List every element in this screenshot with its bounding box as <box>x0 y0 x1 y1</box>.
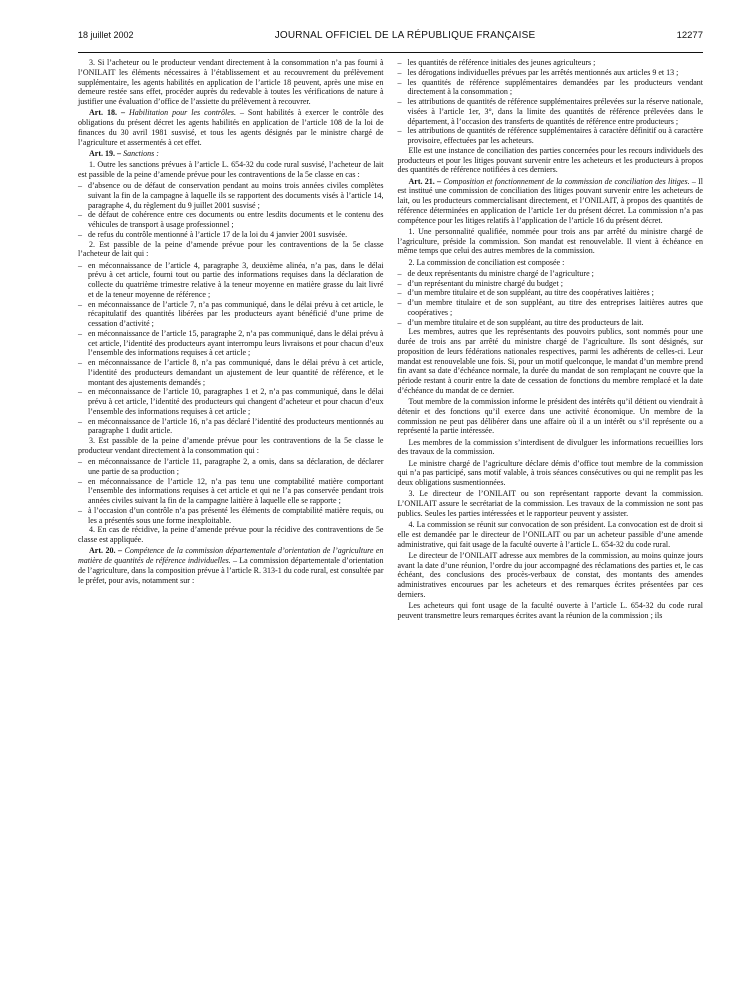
list-item: – d’un membre titulaire et de son suppléant, au titre des entreprises laitières autres que coopératives ; <box>398 298 704 318</box>
header-page-number: 12277 <box>676 30 703 41</box>
body-paragraph: 2. La commission de conciliation est composée : <box>408 257 565 267</box>
body-paragraph: 3. Le directeur de l’ONILAIT ou son représentant rapporte devant la commission. L’ONILAIT assure le secrétariat de la commission. Les travaux de la commission ne sont pas publics. Seules les parties intéressées et le rapporteur peuvent y assister. <box>397 489 703 518</box>
article-title: Composition et fonctionnement de la commission de conciliation des litiges. <box>443 176 690 186</box>
body-paragraph: 3. Si l’acheteur ou le producteur vendant directement à la consommation n’a pas fourni à l’ONILAIT les éléments nécessaires à l’établissement et au recouvrement du prélèvement supplémentaire, les agents habilités en application de l’article 18 peuvent, après une mise en demeure restée sans effet, procéder auprès du redevable à toutes les vérifications de nature à justifier une évaluation d’office de l’assiette du prélèvement à recouvrer. <box>78 58 384 106</box>
list-item: – les attributions de quantités de référence supplémentaires prélevées sur la réserve nationale, visées à l’article 1er, 3°, dans la limite des quantités de référence prélevées dans le département, à l’occasion des transferts de quantités de référence entre producteurs ; <box>398 97 704 126</box>
list-item: – les quantités de référence initiales des jeunes agriculteurs ; <box>398 58 704 68</box>
body-paragraph: Elle est une instance de conciliation des parties concernées pour les recours individuels des producteurs et pour les litiges pouvant survenir entre les acheteurs et les producteurs à propos des quantités de référence notifiées à ces derniers. <box>397 145 703 175</box>
text-columns <box>78 58 703 622</box>
article-paragraph <box>78 149 384 159</box>
list-item: – à l’occasion d’un contrôle n’a pas présenté les éléments de comptabilité matière requis, ou les a présentés sous une forme inexploitable. <box>78 506 384 526</box>
list-item: – en méconnaissance de l’article 7, n’a pas communiqué, dans le délai prévu à cet article, le récapitulatif des quantités libérées par les producteurs ayant bénéficié d’une prime de cessation d’activité ; <box>78 300 384 329</box>
list-item: – en méconnaissance de l’article 10, paragraphes 1 et 2, n’a pas communiqué, dans le délai prévu à cet article, l’identité des producteurs qui changent d’acheteur et pour chacun d’eux l’ensemble des informations requises à cet article ; <box>78 387 384 416</box>
list-item: – de défaut de cohérence entre ces documents ou entre lesdits documents et le contenu des véhicules de transport à usage professionnel ; <box>78 210 384 230</box>
article-label: Art. 21. – <box>408 176 444 186</box>
list-item: – en méconnaissance de l’article 16, n’a pas déclaré l’identité des producteurs mentionnés au paragraphe 1 dudit article. <box>78 417 384 437</box>
list-item: – les dérogations individuelles prévues par les arrêtés mentionnés aux articles 9 et 13 ; <box>398 68 704 78</box>
list-item: – en méconnaissance de l’article 15, paragraphe 2, n’a pas communiqué, dans le délai prévu à cet article, l’identité des producteurs ayant interrompu leurs livraisons et pour chacun d’eux l’ensemble des informations requises à cet article ; <box>78 329 384 358</box>
list-item: – d’absence ou de défaut de conservation pendant au moins trois années civiles complètes suivant la fin de la campagne à laquelle ils se rapportent des documents visés à l’article 14, paragraphe 4, du règlement du 9 juillet 2001 susvisé ; <box>78 181 384 210</box>
body-paragraph: Les membres, autres que les représentants des pouvoirs publics, sont nommés pour une durée de trois ans par arrêté du ministre chargé de l’agriculture. Ils sont désignés, sur proposition de leurs fédérations nationales respectives, parmi les adhérents de celles-ci. Leur mandat est renouvelable une fois. Si, pour un motif quelconque, le mandat d’un membre prend fin avant sa date d’échéance normale, la durée du mandat de son remplaçant ne couvre que la période restant à courir entre la date de cessation de fonctions du membre remplacé et la date d’échéance du mandat de ce dernier. <box>397 327 703 395</box>
body-paragraph: 2. Est passible de la peine d’amende prévue pour les contraventions de la 5e classe l’acheteur de lait qui : <box>78 239 384 259</box>
list-item: – de refus du contrôle mentionné à l’article 17 de la loi du 4 janvier 2001 susvisée. <box>78 230 384 240</box>
list-item: – de deux représentants du ministre chargé de l’agriculture ; <box>398 269 704 279</box>
right-column <box>398 58 704 622</box>
list-item: – en méconnaissance de l’article 12, n’a pas tenu une comptabilité matière comportant l’ensemble des informations requises à cet article et qui ne l’a pas conservée pendant trois années civiles suivant la fin de la campagne laitière à laquelle elle se rapporte ; <box>78 477 384 506</box>
body-paragraph: Tout membre de la commission informe le président des intérêts qu’il détient ou viendrait à détenir et des fonctions qu’il exerce dans une activité économique. Un membre de la commission ne peut pas délibérer dans une affaire où il a un intérêt ou s’il représente ou a représenté la partie intéressée. <box>397 397 703 436</box>
list-item: – en méconnaissance de l’article 8, n’a pas communiqué, dans le délai prévu à cet article, l’identité des producteurs demandant un ajustement de leur quantité de référence, et le montant des ajustements demandés ; <box>78 358 384 387</box>
body-paragraph: Le ministre chargé de l’agriculture déclare démis d’office tout membre de la commission qui n’a pas participé, sans motif valable, à trois séances consécutives ou qui ne remplit pas les deux obligations susmentionnées. <box>397 458 703 487</box>
page-header <box>78 30 703 53</box>
article-title: Sanctions : <box>123 148 159 158</box>
header-journal-title: JOURNAL OFFICIEL DE LA RÉPUBLIQUE FRANÇAISE <box>274 30 536 41</box>
body-paragraph: Les acheteurs qui font usage de la faculté ouverte à l’article L. 654-32 du code rural peuvent transmettre leurs remarques écrites avant la réunion de la commission ; ils <box>397 601 703 620</box>
article-title: Compétence de la commission départementale d’orientation de l’agriculture en matière de quantités de référence individuelles. <box>78 546 384 565</box>
body-paragraph: 3. Est passible de la peine d’amende prévue pour les contraventions de la 5e classe le producteur vendant directement à la consommation qui : <box>78 436 384 455</box>
header-date: 18 juillet 2002 <box>78 30 134 40</box>
article-paragraph <box>78 108 384 147</box>
article-title: Habilitation pour les contrôles. <box>128 108 236 118</box>
body-paragraph: 1. Une personnalité qualifiée, nommée pour trois ans par arrêté du ministre chargé de l’agriculture, préside la commission. Son mandat est renouvelable. Il vient à échéance en même temps que celui des autres membres de la commission. <box>397 226 703 256</box>
body-paragraph: 4. En cas de récidive, la peine d’amende prévue pour la récidive des contraventions de 5e classe est appliquée. <box>78 525 384 544</box>
article-label: Art. 18. – <box>89 108 129 118</box>
article-body: – La commission départementale d’orientation de l’agriculture, dans la composition prévue à l’article R. 313-1 du code rural, est consultée par le préfet, pour avis, notamment sur : <box>78 556 384 585</box>
article-paragraph <box>78 546 384 585</box>
body-paragraph: Les membres de la commission s’interdisent de divulguer les informations recueillies lors des travaux de la commission. <box>397 437 703 457</box>
list-item: – les quantités de référence supplémentaires demandées par les producteurs vendant directement à la consommation ; <box>398 78 704 98</box>
list-item: – en méconnaissance de l’article 4, paragraphe 3, deuxième alinéa, n’a pas, dans le délai prévu à cet article, fourni tout ou partie des informations requises dans la déclaration de collecte du quatrième trimestre relative à la teneur moyenne en matière grasse du lait livré et de la teneur moyenne de référence ; <box>78 261 384 300</box>
body-paragraph: 4. La commission se réunit sur convocation de son président. La convocation est de droit si elle est demandée par le directeur de l’ONILAIT ou par un acheteur passible d’une amende administrative, qui fait usage de la faculté ouverte à l’article L. 654-32 du code rural. <box>397 520 703 549</box>
list-item: – en méconnaissance de l’article 11, paragraphe 2, a omis, dans sa déclaration, de déclarer une partie de sa production ; <box>78 457 384 477</box>
list-item: – d’un membre titulaire et de son suppléant, au titre des producteurs de lait. <box>398 318 704 328</box>
left-column <box>78 58 384 622</box>
body-paragraph: Le directeur de l’ONILAIT adresse aux membres de la commission, au moins quinze jours avant la date d’une réunion, l’ordre du jour accompagné des réclamations des parties et, le cas échéant, des conclusions des procès-verbaux de constat, des montants des amendes administratives encourues par les acheteurs et des remarques écrites présentées par ces derniers. <box>397 550 703 599</box>
list-item: – d’un représentant du ministre chargé du budget ; <box>398 279 704 289</box>
list-item: – d’un membre titulaire et de son suppléant, au titre des coopératives laitières ; <box>398 288 704 298</box>
article-label: Art. 19. – <box>89 148 124 158</box>
body-paragraph: 1. Outre les sanctions prévues à l’article L. 654-32 du code rural susvisé, l’acheteur de lait est passible de la peine d’amende prévue pour les contraventions de la 5e classe en cas : <box>78 160 384 179</box>
article-label: Art. 20. – <box>89 546 125 556</box>
article-body: – Il est institué une commission de conciliation des litiges pouvant survenir entre les acheteurs de lait, ou les producteurs commercialisant directement, et l’ONILAIT, à propos des quantités de référence déterminées en application de l’article 1er du présent décret. La commission n’a pas compétence pour les litiges relatifs à l’application de l’article 16 du présent décret. <box>397 176 703 225</box>
article-body: – Sont habilités à exercer le contrôle des obligations du présent décret les agents habilités en application de l’article 108 de la loi de finances du 30 avril 1981 susvisé, et tous les agents désignés par le ministre chargé de l’agriculture et assermentés à cet effet. <box>78 108 384 147</box>
list-item: – les attributions de quantités de référence supplémentaires à caractère définitif ou à caractère provisoire, effectuées par les acheteurs. <box>398 126 704 146</box>
article-paragraph <box>398 177 704 226</box>
